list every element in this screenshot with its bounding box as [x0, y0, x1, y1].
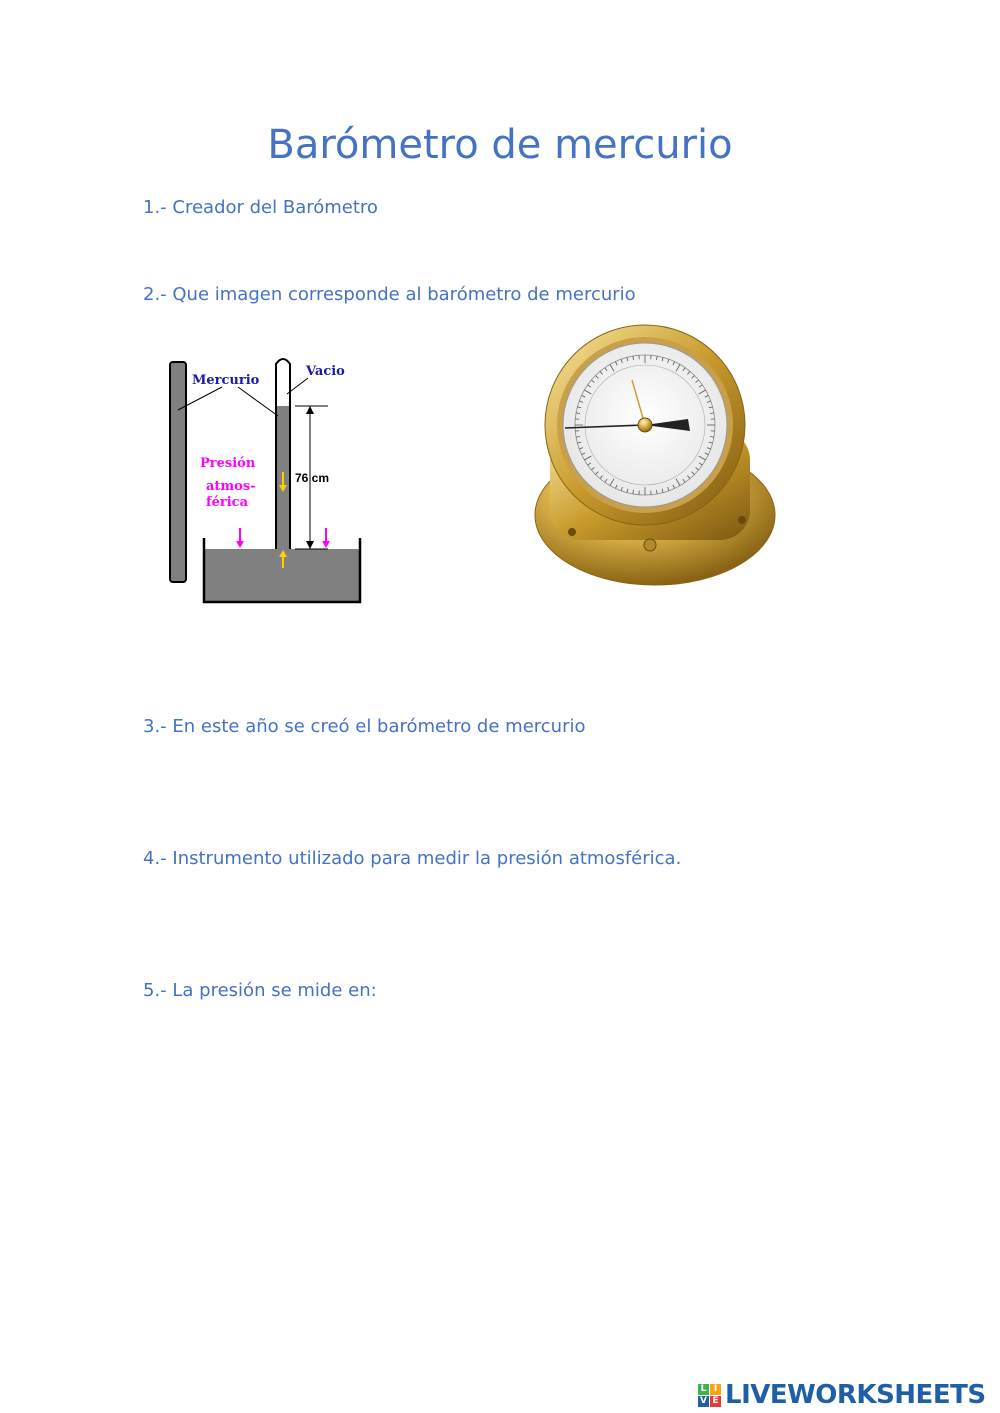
question-4: 4.- Instrumento utilizado para medir la presión atmosférica. [143, 848, 682, 869]
liveworksheets-wordmark: LIVEWORKSHEETS [725, 1380, 986, 1410]
label-atmos: atmos- [206, 479, 256, 494]
aneroid-barometer-image [520, 320, 780, 610]
question-3: 3.- En este año se creó el barómetro de mercurio [143, 716, 586, 737]
label-ferica: férica [206, 495, 248, 510]
label-presion: Presión [200, 456, 256, 471]
aneroid-barometer-image-option[interactable] [520, 320, 780, 610]
liveworksheets-logo[interactable] [698, 1378, 986, 1412]
label-mercurio: Mercurio [192, 373, 260, 388]
question-1: 1.- Creador del Barómetro [143, 197, 378, 218]
label-vacio: Vacio [306, 364, 345, 379]
liveworksheets-logo-icon: L I V E [698, 1384, 721, 1407]
page-title: Barómetro de mercurio [267, 122, 733, 168]
mercury-tube-diagram [160, 350, 375, 610]
question-5: 5.- La presión se mide en: [143, 980, 377, 1001]
mercury-tube-diagram-option[interactable] [160, 350, 375, 610]
question-2: 2.- Que imagen corresponde al barómetro de mercurio [143, 284, 636, 305]
left-tube [170, 362, 186, 582]
label-height: 76 cm [295, 471, 330, 485]
